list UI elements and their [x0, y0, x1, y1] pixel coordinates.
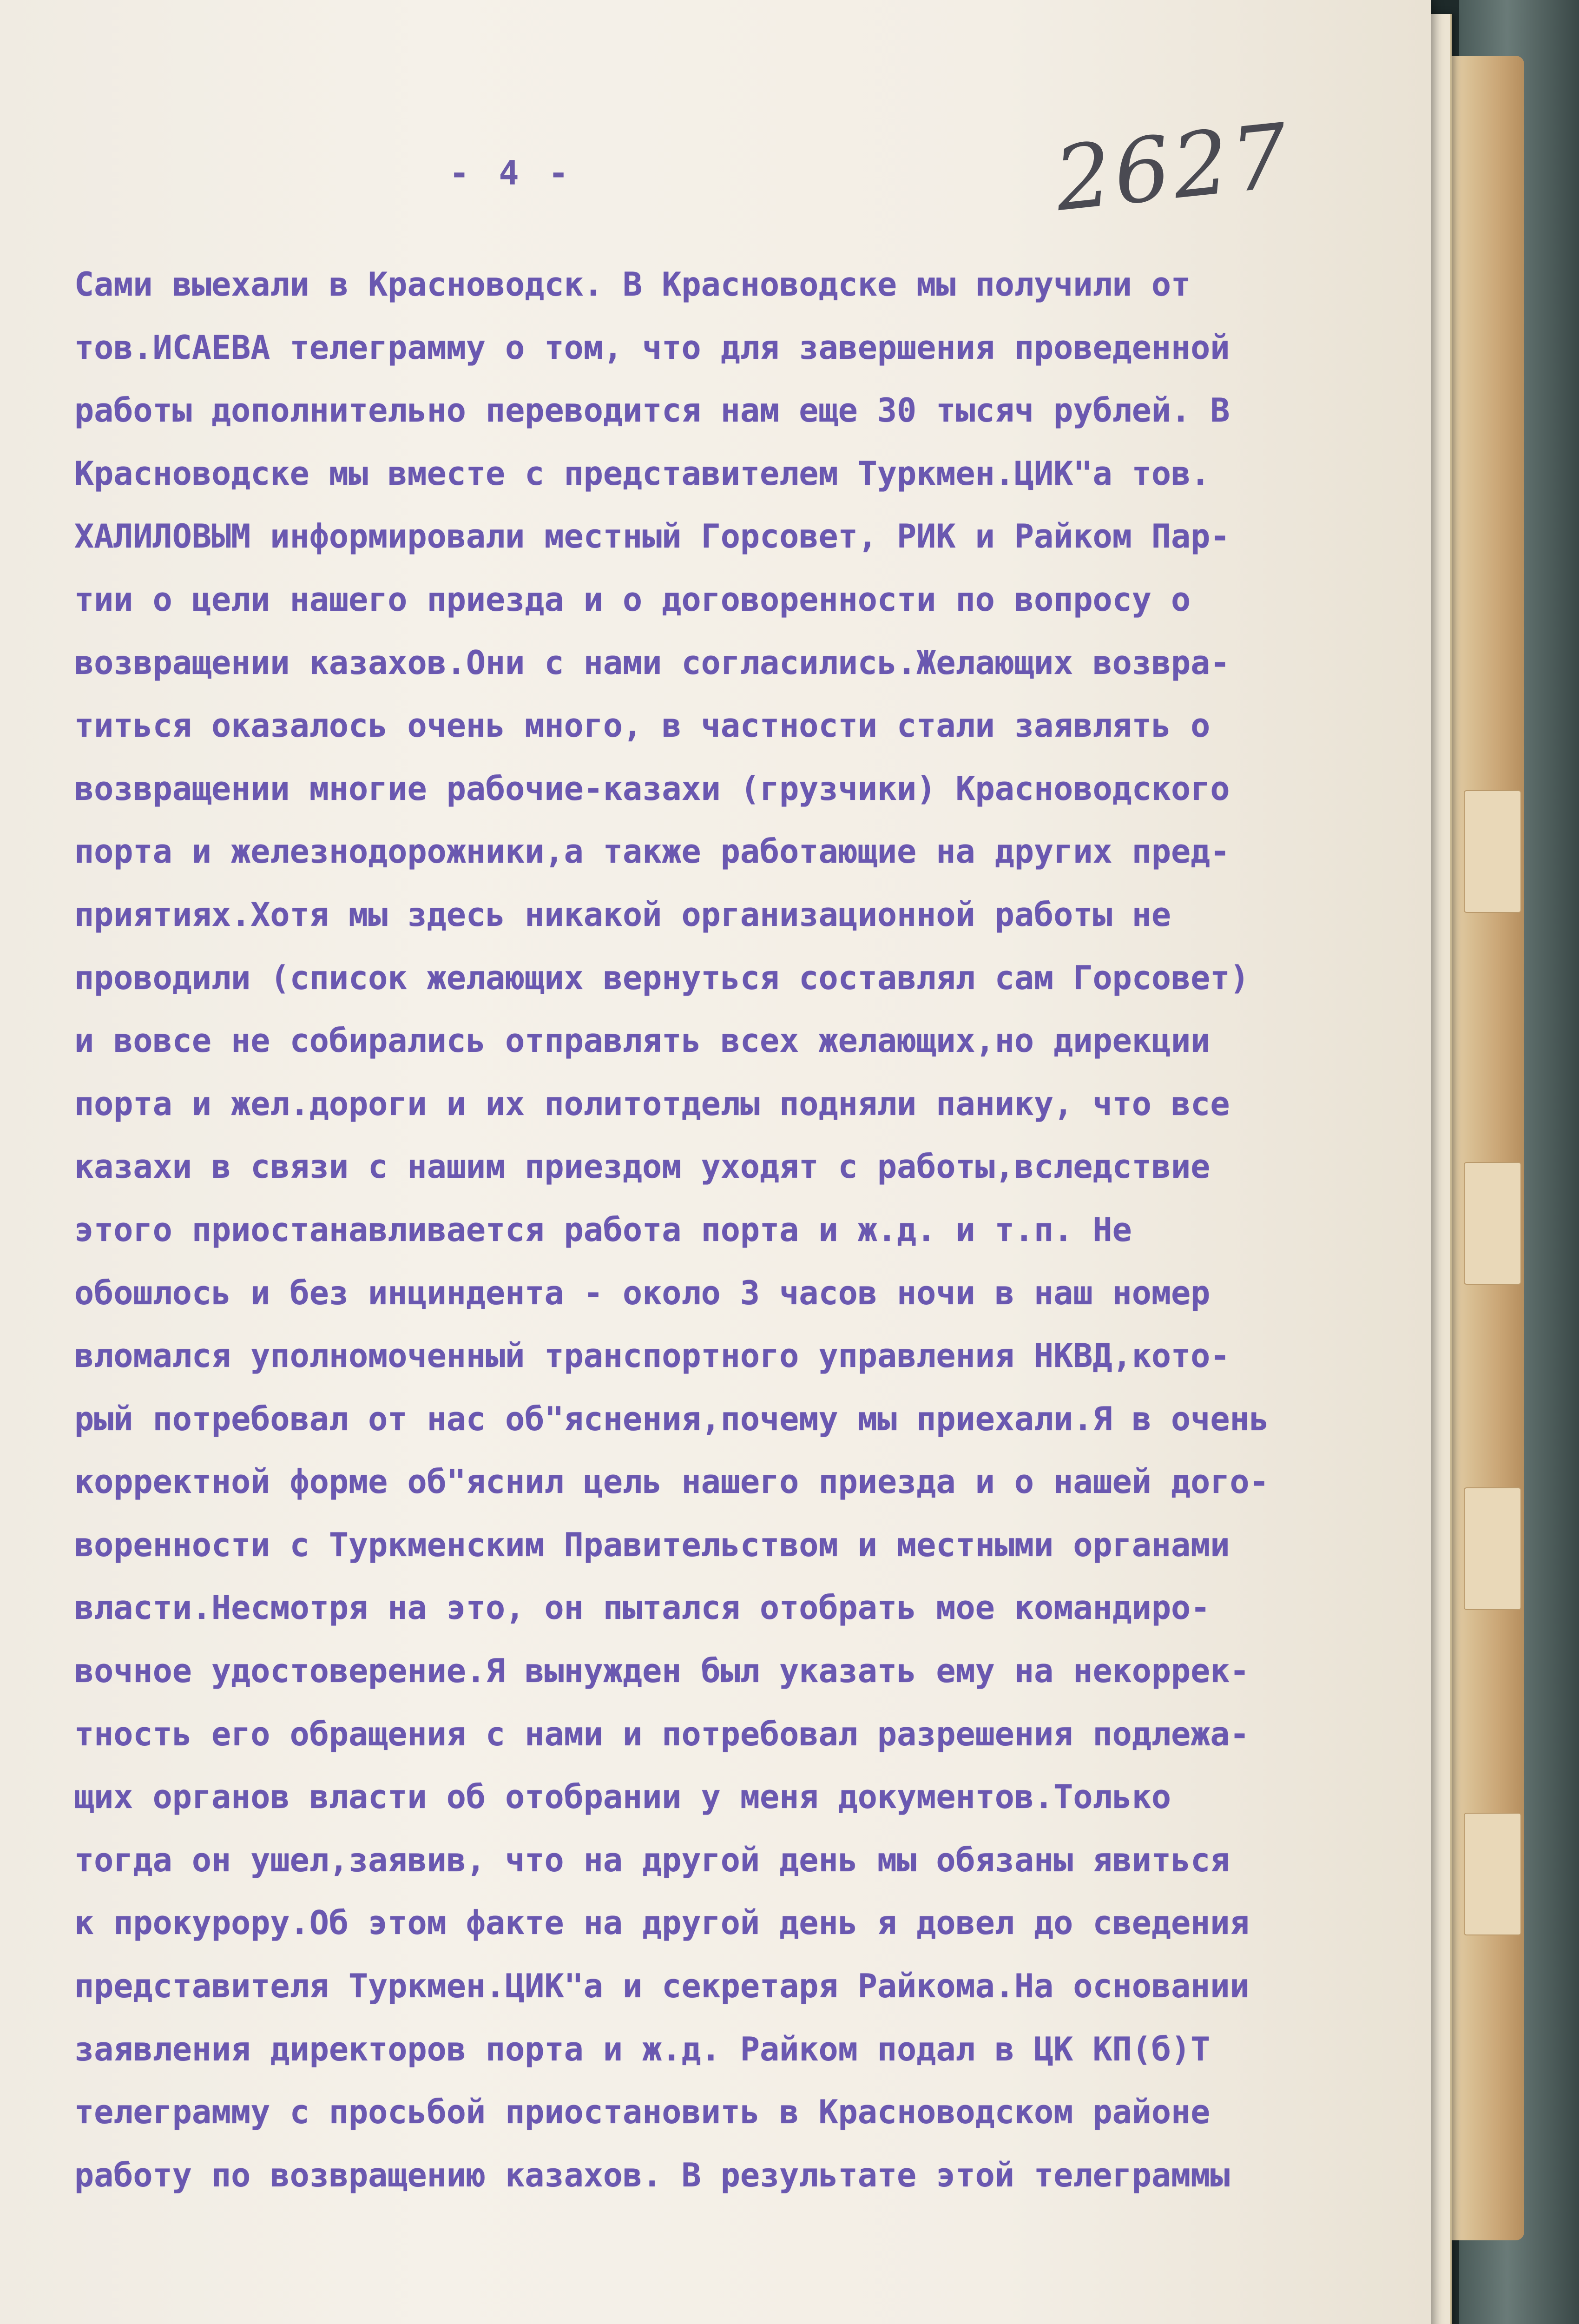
binder-tab	[1464, 790, 1521, 913]
text-line: этого приостанавливается работа порта и ж.д. и т.п. Не	[74, 1210, 1132, 1249]
text-line: и вовсе не собирались отправлять всех желающих,но дирекции	[74, 1022, 1211, 1060]
binder-tab	[1464, 1162, 1521, 1285]
text-line: обошлось и без инциндента - около 3 часов ночи в наш номер	[74, 1274, 1211, 1312]
text-line: щих органов власти об отобрании у меня документов.Только	[74, 1778, 1171, 1816]
text-line: тов.ИСАЕВА телеграмму о том, что для завершения проведенной	[74, 328, 1230, 367]
text-line: приятиях.Хотя мы здесь никакой организационной работы не	[74, 895, 1171, 934]
text-line: власти.Несмотря на это, он пытался отобрать мое командиро-	[74, 1589, 1211, 1627]
text-line: возвращении многие рабочие-казахи (грузчики) Красноводского	[74, 769, 1230, 808]
text-line: корректной форме об"яснил цель нашего приезда и о нашей дого-	[74, 1463, 1269, 1501]
text-line: тогда он ушел,заявив, что на другой день мы обязаны явиться	[74, 1841, 1230, 1879]
text-line: порта и жел.дороги и их политотделы подняли панику, что все	[74, 1084, 1230, 1123]
text-line: казахи в связи с нашим приездом уходят с работы,вследствие	[74, 1148, 1211, 1186]
text-line: Красноводске мы вместе с представителем Туркмен.ЦИК"а тов.	[74, 454, 1211, 493]
text-line: представителя Туркмен.ЦИК"а и секретаря Райкома.На основании	[74, 1967, 1250, 2006]
text-line: вломался уполномоченный транспортного управления НКВД,кото-	[74, 1337, 1230, 1375]
text-line: работы дополнительно переводится нам еще 30 тысяч рублей. В	[74, 391, 1230, 430]
handwritten-archive-number: 2627	[1050, 104, 1296, 231]
text-line: рый потребовал от нас об"яснения,почему мы приехали.Я в очень	[74, 1400, 1269, 1438]
text-line: титься оказалось очень много, в частности стали заявлять о	[74, 706, 1211, 745]
text-line: тии о цели нашего приезда и о договоренности по вопросу о	[74, 580, 1191, 619]
text-line: тность его обращения с нами и потребовал разрешения подлежа-	[74, 1715, 1250, 1753]
binder-tab	[1464, 1813, 1521, 1935]
text-line: порта и железнодорожники,а также работающие на других пред-	[74, 832, 1230, 871]
text-line: заявления директоров порта и ж.д. Райком подал в ЦК КП(б)Т	[74, 2030, 1211, 2068]
page-number: - 4 -	[449, 153, 573, 192]
typewritten-body	[74, 253, 1385, 2207]
text-line: воренности с Туркменским Правительством и местными органами	[74, 1525, 1230, 1564]
text-line: Сами выехали в Красноводск. В Красноводске мы получили от	[74, 265, 1191, 304]
text-line: проводили (список желающих вернуться составлял сам Горсовет)	[74, 958, 1250, 997]
text-line: работу по возвращению казахов. В результате этой телеграммы	[74, 2156, 1230, 2194]
text-line: вочное удостоверение.Я вынужден был указать ему на некоррек-	[74, 1652, 1250, 1690]
text-line: ХАЛИЛОВЫМ информировали местный Горсовет, РИК и Райком Пар-	[74, 517, 1230, 556]
text-line: телеграмму с просьбой приостановить в Красноводском районе	[74, 2093, 1211, 2132]
text-line: к прокурору.Об этом факте на другой день я довел до сведения	[74, 1904, 1250, 1942]
text-line: возвращении казахов.Они с нами согласились.Желающих возвра-	[74, 643, 1230, 682]
binder-tab	[1464, 1487, 1521, 1610]
